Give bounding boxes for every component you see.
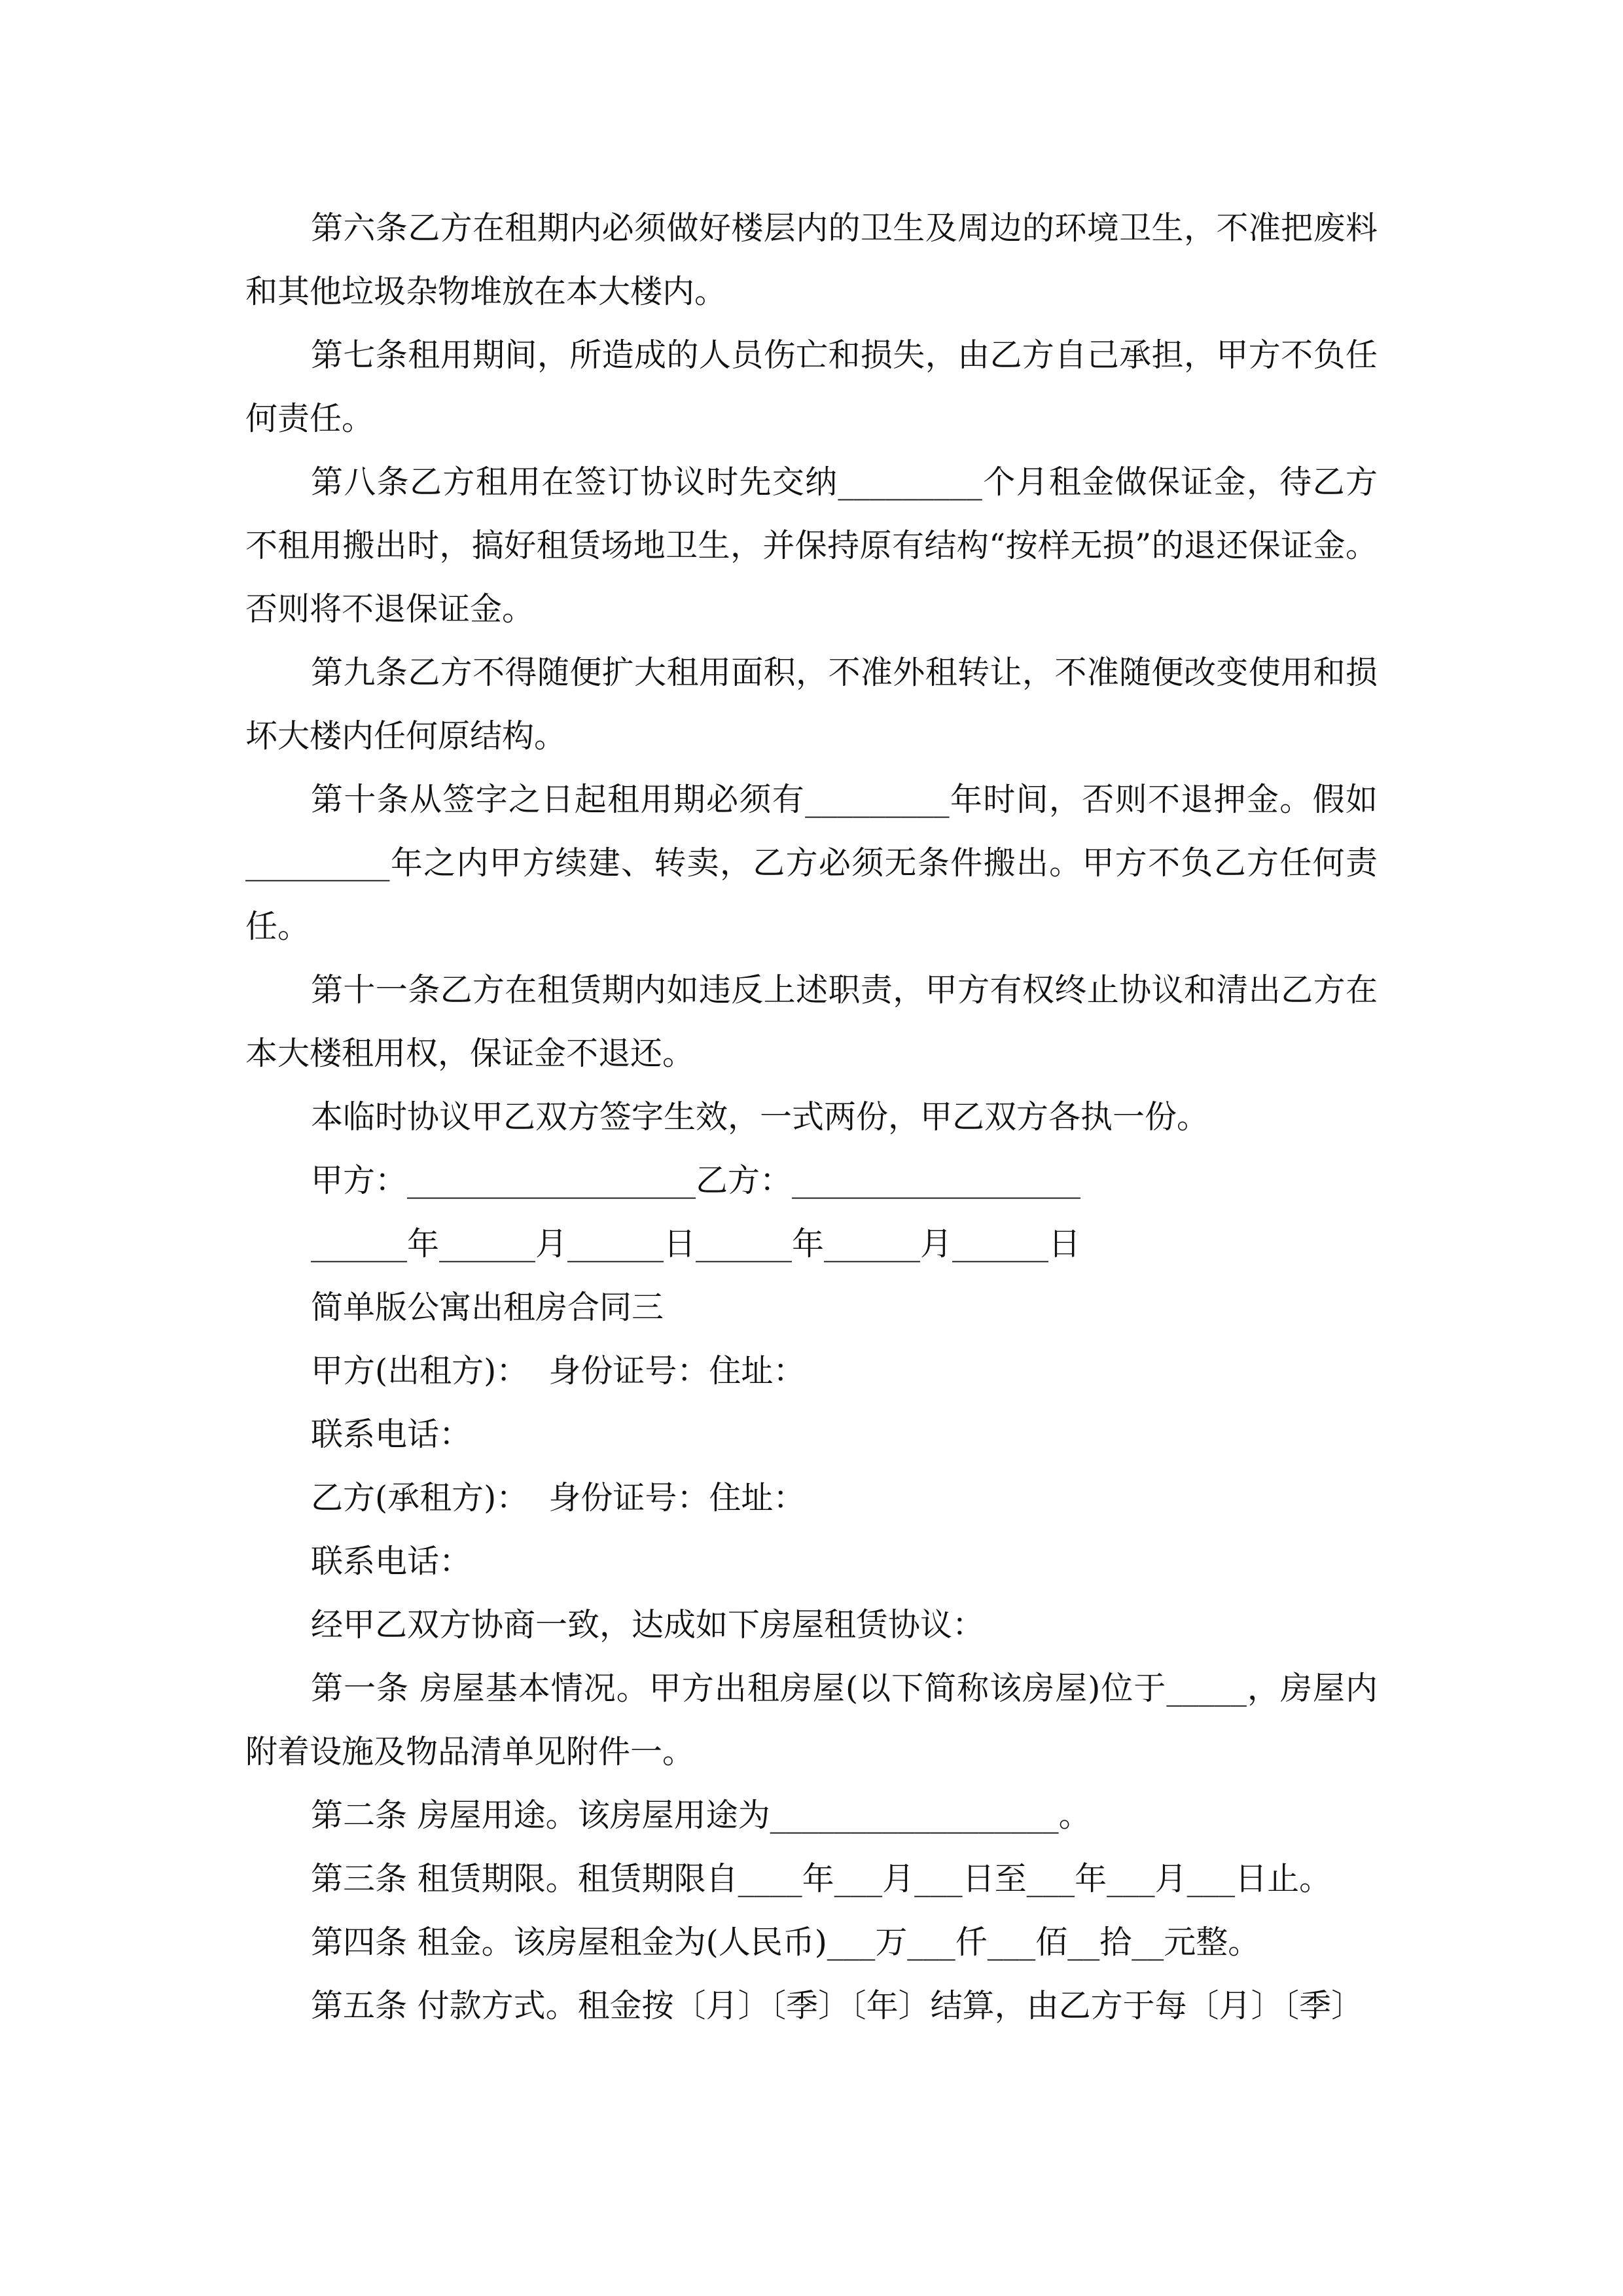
party-b-phone: 联系电话： xyxy=(311,1543,472,1580)
agreement-intro: 经甲乙双方协商一致，达成如下房屋租赁协议： xyxy=(311,1606,985,1643)
article-2: 第二条 房屋用途。该房屋用途为__________________。 xyxy=(311,1797,1091,1834)
clause-8: 第八条乙方租用在签订协议时先交纳_________个月租金做保证金，待乙方不租用搬出时，搞好租赁场地卫生，并保持原有结构“按样无损”的退还保证金。否则将不退保证金。 xyxy=(245,463,1378,628)
article-1: 第一条 房屋基本情况。甲方出租房屋(以下简称该房屋)位于_____，房屋内附着设施及物品清单见附件一。 xyxy=(245,1670,1378,1770)
date-line: ______年______月______日______年______月______日 xyxy=(311,1225,1080,1263)
clause-6: 第六条乙方在租期内必须做好楼层内的卫生及周边的环境卫生，不准把废料和其他垃圾杂物堆放在本大楼内。 xyxy=(245,209,1378,310)
clause-10: 第十条从签字之日起租用期必须有_________年时间，否则不退押金。假如_________年之内甲方续建、转卖，乙方必须无条件搬出。甲方不负乙方任何责任。 xyxy=(245,781,1378,945)
contract-body xyxy=(245,196,1378,2037)
article-4: 第四条 租金。该房屋租金为(人民币)___万___仟___佰__拾__元整。 xyxy=(311,1924,1260,1961)
article-5: 第五条 付款方式。租金按〔月〕〔季〕〔年〕结算，由乙方于每〔月〕〔季〕 xyxy=(311,1987,1364,2024)
party-a-phone: 联系电话： xyxy=(311,1416,472,1453)
clause-11: 第十一条乙方在租赁期内如违反上述职责，甲方有权终止协议和清出乙方在本大楼租用权，保证金不退还。 xyxy=(245,971,1378,1072)
signature-line: 甲方：__________________乙方：__________________ xyxy=(311,1162,1081,1199)
clause-7: 第七条租用期间，所造成的人员伤亡和损失，由乙方自己承担，甲方不负任何责任。 xyxy=(245,336,1378,437)
article-3: 第三条 租赁期限。租赁期限自____年___月___日至___年___月___日止。 xyxy=(311,1860,1332,1897)
party-a-line: 甲方(出租方)： 身份证号：住址： xyxy=(311,1352,806,1390)
section-title: 简单版公寓出租房合同三 xyxy=(311,1289,664,1326)
effectiveness-statement: 本临时协议甲乙双方签字生效，一式两份，甲乙双方各执一份。 xyxy=(311,1098,1209,1136)
party-b-line: 乙方(承租方)： 身份证号：住址： xyxy=(311,1479,806,1516)
clause-9: 第九条乙方不得随便扩大租用面积，不准外租转让，不准随便改变使用和损坏大楼内任何原结构。 xyxy=(245,654,1378,755)
